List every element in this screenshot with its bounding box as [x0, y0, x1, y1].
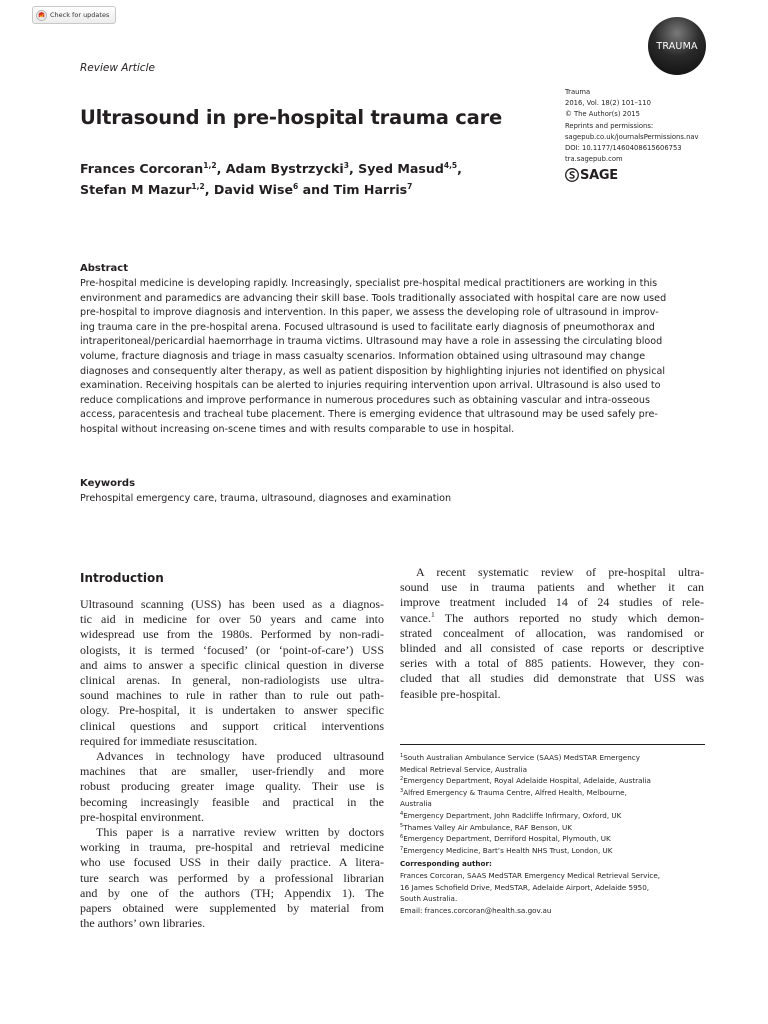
body-line: sound use in trauma patients and whether it can: [400, 580, 704, 595]
author-affiliation-mark: 7: [407, 182, 413, 191]
body-line: machines that are smaller, user-friendly and more: [80, 764, 384, 779]
intro-paragraph-3: [80, 825, 384, 931]
body-line: robust producing greater image quality. Their use is: [80, 779, 384, 794]
body-line: blinded and all consisted of case reports or descriptive: [400, 641, 704, 656]
author-affiliation-mark: 3: [343, 161, 349, 170]
author-name: Tim Harris: [333, 182, 408, 197]
body-line: widespread use from the 1980s. Performed by non-radi-: [80, 627, 384, 642]
author-affiliation-mark: 1,2: [203, 161, 217, 170]
intro-paragraph-1: [80, 597, 384, 749]
affiliation-number: 1: [400, 753, 404, 759]
affiliation-number: 2: [400, 776, 404, 783]
affiliation-item: [400, 833, 710, 845]
meta-journal: Trauma: [565, 88, 591, 96]
body-line: strated concealment of allocation, was randomised or: [400, 625, 704, 640]
check-updates-label: Check for updates: [50, 11, 110, 19]
affiliation-text: South Australian Ambulance Service (SAAS) MedSTAR Emergency: [403, 753, 640, 762]
affiliation-number: 7: [400, 845, 404, 852]
body-line: becoming increasingly feasible and practical in the: [80, 794, 384, 809]
introduction-heading: Introduction: [80, 571, 164, 585]
body-text: vance.: [400, 610, 431, 625]
affiliation-text: Emergency Department, John Radcliffe Infirmary, Oxford, UK: [403, 810, 622, 820]
abstract-line: volume, fracture diagnosis and triage in mass casualty scenarios. Information obtained using ultrasound may change: [80, 350, 646, 362]
body-line: tic aid in medicine for over 50 years and came into: [80, 612, 384, 627]
journal-meta: [565, 87, 735, 182]
affiliation-item: [400, 775, 710, 787]
sage-logo-icon: [565, 168, 579, 182]
check-for-updates-button[interactable]: [32, 6, 116, 24]
footnote-divider: [400, 744, 705, 745]
author-line: [80, 158, 462, 179]
abstract-line: diagnoses and consequently alter therapy, as well as patient disposition by highlighting injuries not identified on physical: [80, 365, 666, 377]
body-line: ology. Pre-hospital, it is undertaken to answer specific: [80, 703, 384, 718]
affiliation-number: 5: [400, 822, 404, 829]
body-line: clinical arenas. In general, non-radiologists use ultra-: [80, 673, 384, 688]
affiliation-text: Thames Valley Air Ambulance, RAF Benson, UK: [403, 822, 572, 832]
body-line: required for immediate resuscitation.: [80, 733, 258, 748]
body-line: the authors’ own libraries.: [80, 916, 206, 931]
body-line: improve treatment included 14 of 24 studies of rele-: [400, 595, 704, 610]
author-line: [80, 179, 462, 200]
meta-reprints: Reprints and permissions:: [565, 121, 654, 130]
author-name: Stefan M Mazur: [80, 182, 192, 197]
abstract-line: reduce complications and improve performance in numerous procedures such as obtaining vascular and intra-osseous: [80, 394, 650, 406]
article-title: Ultrasound in pre-hospital trauma care: [80, 106, 503, 129]
right-column-paragraph: [400, 565, 704, 702]
body-line: Ultrasound scanning (USS) has been used as a diagnos-: [80, 597, 384, 611]
body-line: Advances in technology have produced ultrasound: [96, 749, 384, 764]
author-separator: ,: [457, 161, 462, 176]
abstract-text: [80, 277, 705, 438]
body-line: papers obtained were supplemented by material from: [80, 901, 384, 916]
affiliation-number: 6: [400, 834, 404, 841]
meta-doi[interactable]: DOI: 10.1177/1460408615606753: [565, 144, 682, 153]
affiliation-item-continued: Australia: [400, 799, 432, 809]
author-name: Adam Bystrzycki: [225, 161, 344, 176]
affiliation-item: [400, 845, 710, 857]
corresponding-author-email[interactable]: Email: frances.corcoran@health.sa.gov.au: [400, 905, 552, 915]
keywords-heading: Keywords: [80, 478, 136, 489]
check-updates-icon: [36, 10, 47, 21]
abstract-heading: Abstract: [80, 263, 129, 274]
body-line: cluded that all studies did demonstrate that USS was: [400, 671, 704, 686]
author-separator: ,: [216, 161, 226, 176]
body-text: The authors reported no study which demon-: [434, 610, 704, 625]
author-affiliation-mark: 6: [293, 182, 299, 191]
body-line: sound machines to rule in rather than to rule out path-: [80, 688, 384, 703]
affiliation-item: [400, 787, 710, 799]
abstract-line: pre-hospital to improve diagnosis and intervention. In this paper, we assess the developing role of ultrasound in improv-: [80, 307, 659, 319]
intro-paragraph-2: [80, 749, 384, 825]
author-name: Frances Corcoran: [80, 161, 204, 176]
abstract-line: Pre-hospital medicine is developing rapidly. Increasingly, specialist pre-hospital medical practitioners are working in this: [80, 278, 658, 289]
abstract-line: hospital without increasing on-scene times and with results comparable to use in hospital.: [80, 423, 515, 435]
journal-logo-text: TRAUMA: [656, 41, 698, 52]
author-separator: and: [298, 182, 334, 197]
abstract-line: examination. Receiving hospitals can be alerted to injuries requiring intervention upon arrival. Ultrasound is also used to: [80, 380, 661, 392]
publisher-name: SAGE: [580, 167, 618, 183]
affiliation-text: Emergency Department, Royal Adelaide Hospital, Adelaide, Australia: [403, 776, 651, 786]
corresponding-author-address: 16 James Schofield Drive, MedSTAR, Adelaide Airport, Adelaide 5950,: [400, 882, 650, 892]
body-line: working in trauma, pre-hospital and retrieval medicine: [80, 840, 384, 855]
introduction-column: [80, 597, 384, 931]
corresponding-author-address: South Australia.: [400, 894, 458, 904]
affiliation-text: Emergency Department, Derriford Hospital, Plymouth, UK: [403, 834, 611, 844]
author-separator: ,: [204, 182, 214, 197]
body-line: A recent systematic review of pre-hospital ultra-: [416, 565, 704, 579]
abstract-line: access, paracentesis and tracheal tube placement. There is emerging evidence that ultrasound may be used safely pre-: [80, 409, 658, 421]
journal-logo: [648, 17, 706, 75]
author-affiliation-mark: 4,5: [443, 161, 458, 170]
affiliation-text: Alfred Emergency & Trauma Centre, Alfred Health, Melbourne,: [403, 787, 627, 797]
affiliation-item: [400, 810, 710, 822]
body-line: This paper is a narrative review written by doctors: [96, 825, 384, 840]
affiliation-number: 3: [400, 787, 404, 794]
publisher-logo: [565, 168, 735, 182]
keywords-text: Prehospital emergency care, trauma, ultrasound, diagnoses and examination: [80, 493, 452, 504]
author-separator: ,: [348, 161, 359, 176]
body-line: clinical questions and support critical interventions: [80, 718, 384, 733]
body-line: ologists, it is termed ‘focused’ (or ‘point-of-care’) USS: [80, 642, 384, 657]
body-line: who use focused USS in their daily practice. A litera-: [80, 855, 384, 870]
corresponding-author-heading: Corresponding author:: [400, 859, 492, 869]
abstract-line: intraperitoneal/pericardial haemorrhage in trauma victims. Ultrasound may have a role in assessing the circulating blood: [80, 336, 663, 348]
affiliations-block: [400, 752, 710, 916]
citation-reference[interactable]: 1: [430, 610, 435, 619]
body-line: series with a total of 885 patients. However, they con-: [400, 656, 704, 671]
affiliation-item: [400, 822, 710, 834]
corresponding-author-address: Frances Corcoran, SAAS MedSTAR Emergency Medical Retrieval Service,: [400, 870, 661, 880]
meta-site-link[interactable]: tra.sagepub.com: [565, 155, 623, 164]
body-line: pre-hospital environment.: [80, 809, 204, 824]
body-line: and by one of the authors (TH; Appendix 1). The: [80, 885, 384, 900]
article-type: Review Article: [80, 62, 155, 74]
meta-volume: 2016, Vol. 18(2) 101–110: [565, 99, 651, 108]
affiliation-number: 4: [400, 810, 404, 817]
body-line: ture search was performed by a professional librarian: [80, 870, 384, 885]
affiliation-item: [400, 752, 710, 764]
author-list: [80, 158, 462, 200]
body-line: and aims to answer a specific clinical question in diverse: [80, 657, 384, 672]
body-line: [400, 611, 704, 626]
author-affiliation-mark: 1,2: [191, 182, 205, 191]
affiliation-item-continued: Medical Retrieval Service, Australia: [400, 764, 527, 774]
abstract-line: environment and paramedics are advancing their skill base. Tools traditionally associated with hospital care are now used: [80, 292, 667, 304]
author-name: Syed Masud: [358, 161, 444, 176]
abstract-line: ing trauma care in the pre-hospital arena. Focused ultrasound is used to facilitate early diagnosis of pneumothorax and: [80, 321, 655, 333]
body-line: feasible pre-hospital.: [400, 686, 501, 701]
meta-copyright: © The Author(s) 2015: [565, 110, 640, 119]
meta-reprints-link[interactable]: sagepub.co.uk/journalsPermissions.nav: [565, 132, 699, 141]
affiliation-text: Emergency Medicine, Bart’s Health NHS Trust, London, UK: [403, 845, 613, 855]
author-name: David Wise: [213, 182, 294, 197]
